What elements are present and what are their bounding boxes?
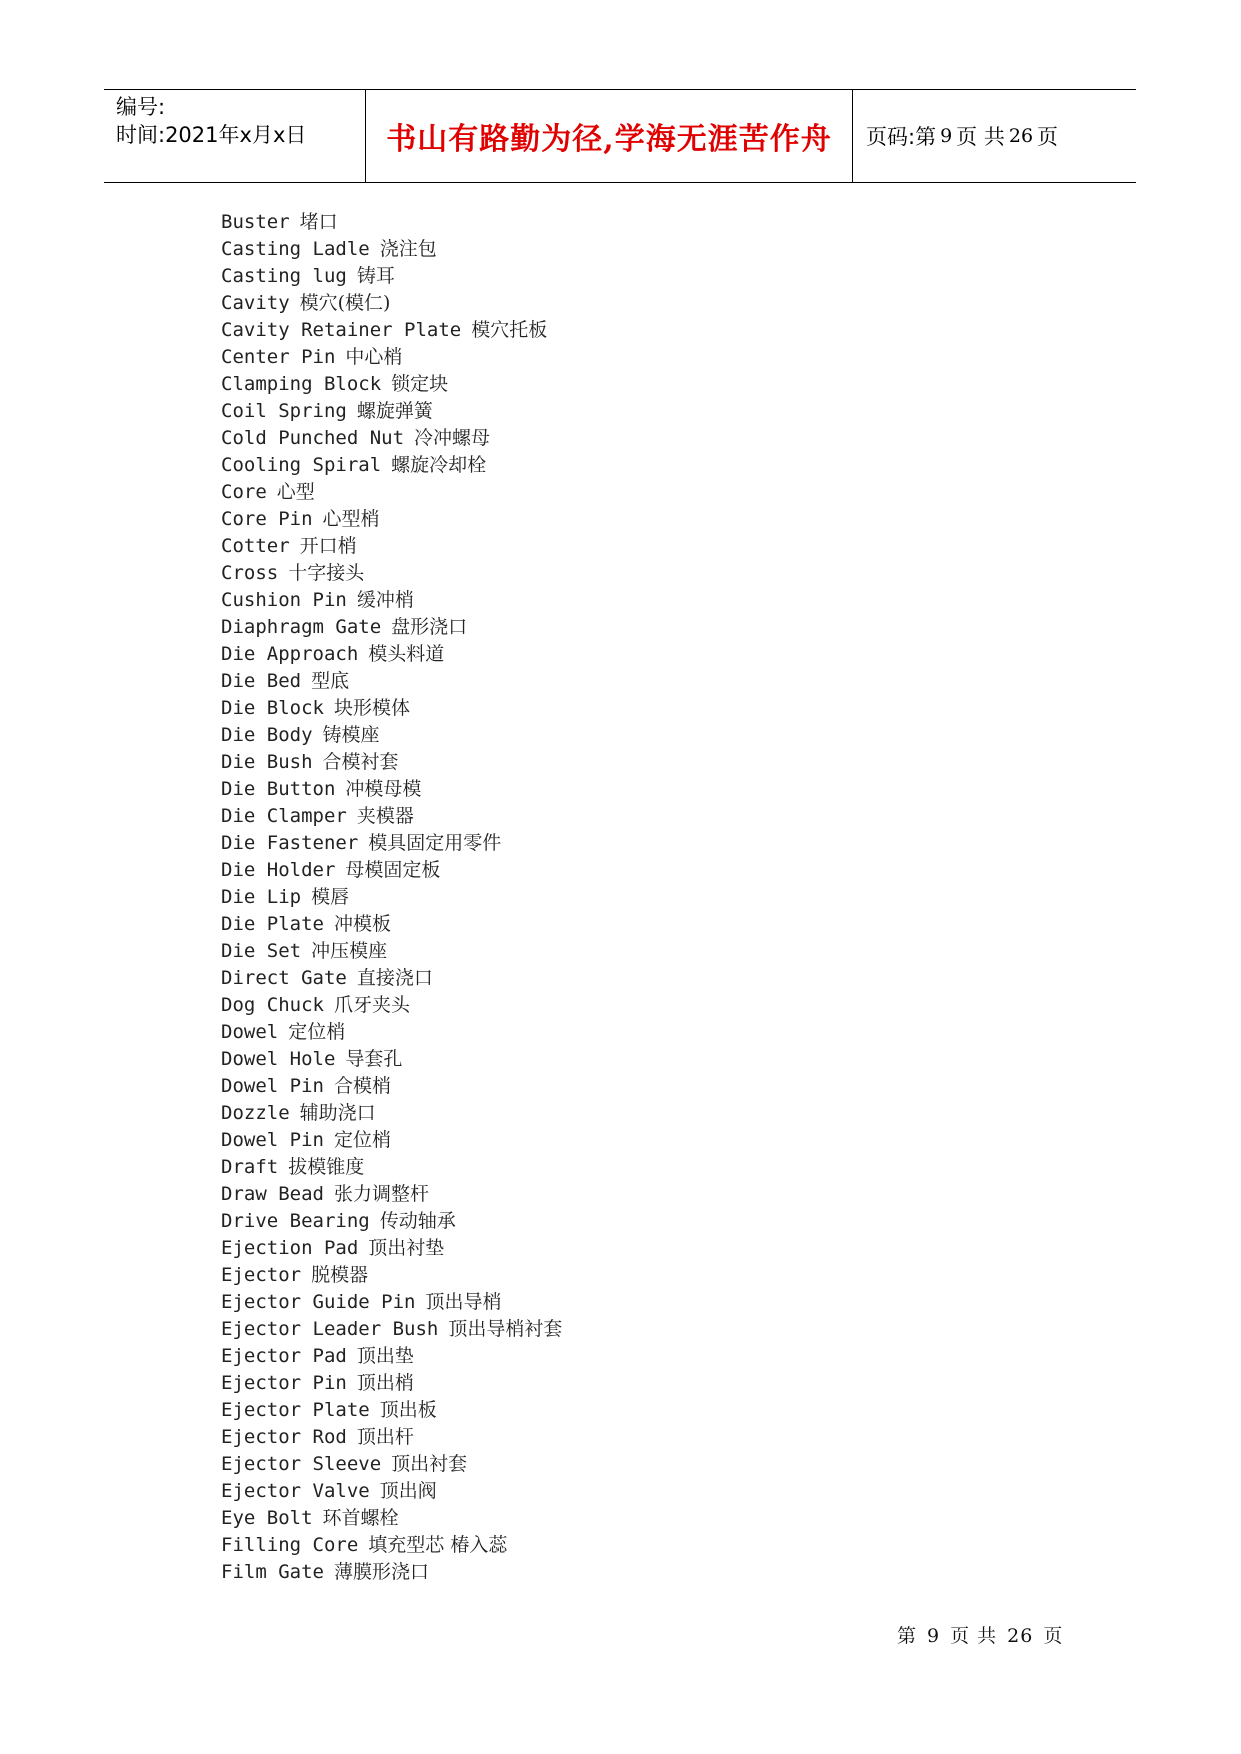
term-english: Draft <box>221 1156 279 1178</box>
term-chinese: 环首螺栓 <box>322 1507 399 1529</box>
term-english: Cooling Spiral <box>221 454 382 476</box>
glossary-entry <box>221 425 1021 452</box>
term-english: Die Bush <box>221 751 313 773</box>
term-chinese: 顶出衬垫 <box>368 1237 445 1259</box>
term-english: Die Fastener <box>221 832 359 854</box>
glossary-entry <box>221 938 1021 965</box>
term-english: Dowel Pin <box>221 1129 324 1151</box>
term-english: Cavity Retainer Plate <box>221 319 462 341</box>
term-english: Die Approach <box>221 643 359 665</box>
glossary-entry <box>221 533 1021 560</box>
term-chinese: 堵口 <box>299 211 338 233</box>
term-english: Dowel <box>221 1021 279 1043</box>
term-chinese: 块形模体 <box>333 697 410 719</box>
glossary-entry <box>221 587 1021 614</box>
term-chinese: 脱模器 <box>311 1264 369 1286</box>
term-chinese: 冲模板 <box>333 913 391 935</box>
glossary-entry <box>221 263 1021 290</box>
term-chinese: 顶出板 <box>379 1399 437 1421</box>
glossary-entry <box>221 1343 1021 1370</box>
term-english: Ejector Sleeve <box>221 1453 382 1475</box>
page-number: 9 <box>940 125 953 147</box>
glossary-entry <box>221 1397 1021 1424</box>
glossary-entry <box>221 398 1021 425</box>
glossary-entry <box>221 479 1021 506</box>
term-chinese: 开口梢 <box>299 535 357 557</box>
document-header <box>104 89 1136 183</box>
term-english: Ejector Rod <box>221 1426 347 1448</box>
glossary-entry <box>221 776 1021 803</box>
glossary-entry <box>221 452 1021 479</box>
glossary-entry <box>221 1154 1021 1181</box>
term-chinese: 模穴(模仁) <box>299 292 391 314</box>
term-chinese: 锁定块 <box>391 373 449 395</box>
term-chinese: 夹模器 <box>356 805 414 827</box>
term-chinese: 模唇 <box>311 886 350 908</box>
term-chinese: 定位梢 <box>288 1021 346 1043</box>
glossary-entry <box>221 209 1021 236</box>
glossary-entry <box>221 722 1021 749</box>
glossary-entry <box>221 344 1021 371</box>
term-english: Ejector <box>221 1264 302 1286</box>
glossary-entry <box>221 857 1021 884</box>
glossary-entry <box>221 317 1021 344</box>
glossary-entry <box>221 371 1021 398</box>
term-english: Cold Punched Nut <box>221 427 405 449</box>
term-english: Die Block <box>221 697 324 719</box>
term-chinese: 中心梢 <box>345 346 403 368</box>
footer-suffix: 页 <box>1043 1625 1064 1647</box>
term-english: Ejector Leader Bush <box>221 1318 439 1340</box>
glossary-entry <box>221 1127 1021 1154</box>
term-english: Dowel Pin <box>221 1075 324 1097</box>
term-chinese: 传动轴承 <box>379 1210 456 1232</box>
term-chinese: 填充型芯 椿入蕊 <box>368 1534 508 1556</box>
term-english: Die Set <box>221 940 302 962</box>
glossary-entry <box>221 560 1021 587</box>
glossary-entry <box>221 1289 1021 1316</box>
glossary-entry <box>221 1559 1021 1586</box>
term-english: Ejector Pin <box>221 1372 347 1394</box>
glossary-entry <box>221 1316 1021 1343</box>
term-chinese: 薄膜形浇口 <box>333 1561 429 1583</box>
term-chinese: 合模衬套 <box>322 751 399 773</box>
term-chinese: 模头料道 <box>368 643 445 665</box>
term-chinese: 母模固定板 <box>345 859 441 881</box>
number-label: 编号: <box>116 95 166 119</box>
term-english: Casting Ladle <box>221 238 370 260</box>
term-english: Ejector Plate <box>221 1399 370 1421</box>
term-chinese: 铸耳 <box>356 265 395 287</box>
term-chinese: 模具固定用零件 <box>368 832 502 854</box>
term-english: Clamping Block <box>221 373 382 395</box>
footer-page-total: 26 <box>1007 1625 1034 1647</box>
term-english: Ejector Valve <box>221 1480 370 1502</box>
term-chinese: 螺旋冷却栓 <box>391 454 487 476</box>
term-chinese: 冲压模座 <box>311 940 388 962</box>
glossary-entry <box>221 1235 1021 1262</box>
glossary-entry <box>221 290 1021 317</box>
term-chinese: 缓冲梢 <box>356 589 414 611</box>
glossary-entry <box>221 1532 1021 1559</box>
term-chinese: 顶出阀 <box>379 1480 437 1502</box>
term-english: Die Bed <box>221 670 302 692</box>
term-chinese: 辅助浇口 <box>299 1102 376 1124</box>
glossary-entry <box>221 1478 1021 1505</box>
header-page-info <box>853 90 1136 182</box>
term-chinese: 冷冲螺母 <box>414 427 491 449</box>
term-english: Die Holder <box>221 859 336 881</box>
term-chinese: 心型 <box>276 481 315 503</box>
term-english: Ejection Pad <box>221 1237 359 1259</box>
footer-page-number: 9 <box>927 1625 941 1647</box>
term-english: Core <box>221 481 267 503</box>
page-prefix: 页码:第 <box>866 125 937 149</box>
term-english: Direct Gate <box>221 967 347 989</box>
glossary-entry <box>221 911 1021 938</box>
footer-prefix: 第 <box>897 1625 918 1647</box>
term-english: Cotter <box>221 535 290 557</box>
glossary-entry <box>221 803 1021 830</box>
glossary-entry <box>221 1100 1021 1127</box>
glossary-entry <box>221 641 1021 668</box>
glossary-entry <box>221 992 1021 1019</box>
term-chinese: 直接浇口 <box>356 967 433 989</box>
term-chinese: 顶出梢 <box>356 1372 414 1394</box>
term-chinese: 心型梢 <box>322 508 380 530</box>
term-chinese: 顶出衬套 <box>391 1453 468 1475</box>
term-chinese: 顶出导梢衬套 <box>448 1318 563 1340</box>
term-english: Cross <box>221 562 279 584</box>
glossary-entry <box>221 1208 1021 1235</box>
term-english: Ejector Guide Pin <box>221 1291 416 1313</box>
header-motto-cell <box>366 90 853 182</box>
term-english: Dog Chuck <box>221 994 324 1016</box>
glossary-entry <box>221 1424 1021 1451</box>
header-meta <box>104 90 366 182</box>
term-chinese: 顶出垫 <box>356 1345 414 1367</box>
page-suffix: 页 <box>1037 125 1059 149</box>
term-english: Center Pin <box>221 346 336 368</box>
term-english: Ejector Pad <box>221 1345 347 1367</box>
term-english: Cushion Pin <box>221 589 347 611</box>
term-english: Dowel Hole <box>221 1048 336 1070</box>
glossary-entry <box>221 695 1021 722</box>
term-chinese: 铸模座 <box>322 724 380 746</box>
term-english: Core Pin <box>221 508 313 530</box>
time-label: 时间:2021年x月x日 <box>116 123 307 147</box>
term-chinese: 爪牙夹头 <box>333 994 410 1016</box>
glossary-entry <box>221 1019 1021 1046</box>
glossary-entry <box>221 884 1021 911</box>
term-english: Die Plate <box>221 913 324 935</box>
glossary-entry <box>221 668 1021 695</box>
glossary-entry <box>221 830 1021 857</box>
term-english: Die Body <box>221 724 313 746</box>
term-english: Coil Spring <box>221 400 347 422</box>
term-english: Die Button <box>221 778 336 800</box>
term-chinese: 盘形浇口 <box>391 616 468 638</box>
glossary-entry <box>221 236 1021 263</box>
glossary-entry <box>221 506 1021 533</box>
term-chinese: 浇注包 <box>379 238 437 260</box>
footer-mid: 页 共 <box>950 1625 998 1647</box>
glossary-list <box>221 209 1021 1586</box>
glossary-entry <box>221 614 1021 641</box>
motto-text: 书山有路勤为径,学海无涯苦作舟 <box>386 122 832 157</box>
term-chinese: 十字接头 <box>288 562 365 584</box>
term-chinese: 顶出导梢 <box>425 1291 502 1313</box>
glossary-entry <box>221 749 1021 776</box>
term-english: Die Clamper <box>221 805 347 827</box>
glossary-entry <box>221 1370 1021 1397</box>
glossary-entry <box>221 1262 1021 1289</box>
glossary-entry <box>221 1073 1021 1100</box>
term-chinese: 顶出杆 <box>356 1426 414 1448</box>
term-chinese: 拔模锥度 <box>288 1156 365 1178</box>
page-total: 26 <box>1008 125 1034 147</box>
term-english: Casting lug <box>221 265 347 287</box>
term-chinese: 螺旋弹簧 <box>356 400 433 422</box>
term-english: Film Gate <box>221 1561 324 1583</box>
glossary-entry <box>221 1046 1021 1073</box>
glossary-entry <box>221 1505 1021 1532</box>
term-english: Draw Bead <box>221 1183 324 1205</box>
page-footer <box>897 1621 1073 1648</box>
page-mid: 页 共 <box>956 125 1005 149</box>
term-english: Diaphragm Gate <box>221 616 382 638</box>
term-english: Die Lip <box>221 886 302 908</box>
term-chinese: 张力调整杆 <box>333 1183 429 1205</box>
term-chinese: 合模梢 <box>333 1075 391 1097</box>
term-english: Cavity <box>221 292 290 314</box>
term-english: Buster <box>221 211 290 233</box>
term-english: Drive Bearing <box>221 1210 370 1232</box>
term-chinese: 模穴托板 <box>471 319 548 341</box>
glossary-entry <box>221 1181 1021 1208</box>
term-english: Dozzle <box>221 1102 290 1124</box>
glossary-entry <box>221 965 1021 992</box>
term-chinese: 导套孔 <box>345 1048 403 1070</box>
term-chinese: 冲模母模 <box>345 778 422 800</box>
term-chinese: 定位梢 <box>333 1129 391 1151</box>
glossary-entry <box>221 1451 1021 1478</box>
term-english: Eye Bolt <box>221 1507 313 1529</box>
term-chinese: 型底 <box>311 670 350 692</box>
term-english: Filling Core <box>221 1534 359 1556</box>
